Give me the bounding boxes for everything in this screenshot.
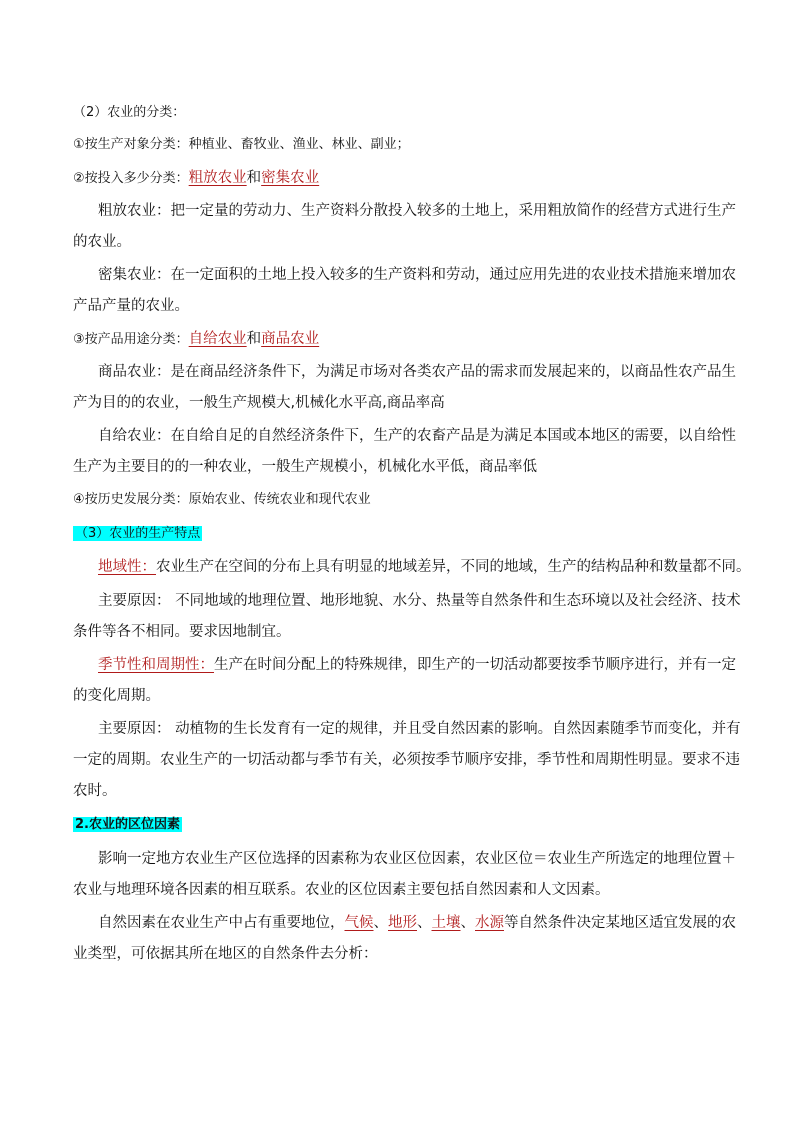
term-terrain: 地形 [388, 915, 417, 931]
term-intensive-agriculture: 密集农业 [261, 170, 320, 186]
term-climate: 气候 [344, 915, 374, 931]
term-soil: 土壤 [431, 915, 461, 931]
section-heading-classification: （2）农业的分类： [73, 105, 186, 120]
paragraph-seasonality-reason-line-1: 主要原因： 动植物的生长发育有一定的规律，并且受自然因素的影响。自然因素随季节而变化，并有 [98, 721, 741, 737]
paragraph-subsistence-line-1: 自给农业：在自给自足的自然经济条件下，生产的农畜产品是为满足本国或本地区的需要，以自给性 [98, 428, 736, 444]
classification-by-input: ②按投入多少分类：粗放农业和密集农业 [73, 170, 320, 186]
paragraph-regionality-reason-line-1: 主要原因： 不同地域的地理位置、地形地貌、水分、热量等自然条件和生态环境以及社会经济、技术 [98, 593, 741, 609]
classification-by-object: ①按生产对象分类：种植业、畜牧业、渔业、林业、副业； [73, 137, 410, 152]
paragraph-location-line-2: 农业与地理环境各因素的相互联系。农业的区位因素主要包括自然因素和人文因素。 [73, 882, 610, 898]
term-subsistence-agriculture: 自给农业 [188, 331, 247, 347]
term-water-source: 水源 [475, 915, 504, 931]
paragraph-seasonality-line-1: 季节性和周期性：生产在时间分配上的特殊规律，即生产的一切活动都要按季节顺序进行，并有一定 [98, 657, 736, 673]
paragraph-seasonality-reason-line-3: 农时。 [73, 783, 117, 799]
paragraph-commercial-line-1: 商品农业：是在商品经济条件下，为满足市场对各类农产品的需求而发展起来的，以商品性农产品生 [98, 364, 736, 380]
paragraph-subsistence-line-2: 生产为主要目的的一种农业，一般生产规模小，机械化水平低，商品率低 [73, 459, 537, 475]
section-heading-characteristics: （3）农业的生产特点 [75, 526, 201, 541]
term-seasonality: 季节性和周期性： [98, 657, 214, 673]
paragraph-extensive-line-2: 的农业。 [73, 234, 131, 250]
classification-by-history: ④按历史发展分类：原始农业、传统农业和现代农业 [73, 492, 371, 507]
term-commercial-agriculture: 商品农业 [261, 331, 320, 347]
section-heading-location-factors: 2.农业的区位因素 [75, 817, 180, 832]
paragraph-location-line-1: 影响一定地方农业生产区位选择的因素称为农业区位因素，农业区位＝农业生产所选定的地理位置＋ [98, 851, 736, 867]
classification-by-use: ③按产品用途分类：自给农业和商品农业 [73, 331, 320, 347]
paragraph-intensive-line-2: 产品产量的农业。 [73, 298, 189, 314]
paragraph-natural-factors-line-1: 自然因素在农业生产中占有重要地位，气候、地形、土壤、水源等自然条件决定某地区适宜发展的农 [98, 915, 736, 931]
term-regionality: 地域性： [98, 559, 156, 575]
paragraph-intensive-line-1: 密集农业：在一定面积的土地上投入较多的生产资料和劳动，通过应用先进的农业技术措施来增加农 [98, 267, 736, 283]
paragraph-regionality: 地域性：农业生产在空间的分布上具有明显的地域差异，不同的地域，生产的结构品种和数量都不同。 [98, 559, 751, 575]
paragraph-seasonality-reason-line-2: 一定的周期。农业生产的一切活动都与季节有关，必须按季节顺序安排，季节性和周期性明显。要求不违 [73, 752, 740, 768]
paragraph-regionality-reason-line-2: 条件等各不相同。要求因地制宜。 [73, 624, 291, 640]
paragraph-commercial-line-2: 产为目的的农业，一般生产规模大,机械化水平高,商品率高 [73, 395, 445, 411]
term-extensive-agriculture: 粗放农业 [188, 170, 247, 186]
paragraph-seasonality-line-2: 的变化周期。 [73, 688, 160, 704]
paragraph-extensive-line-1: 粗放农业：把一定量的劳动力、生产资料分散投入较多的土地上，采用粗放简作的经营方式进行生产 [98, 203, 736, 219]
paragraph-natural-factors-line-2: 业类型，可依据其所在地区的自然条件去分析： [73, 946, 378, 962]
